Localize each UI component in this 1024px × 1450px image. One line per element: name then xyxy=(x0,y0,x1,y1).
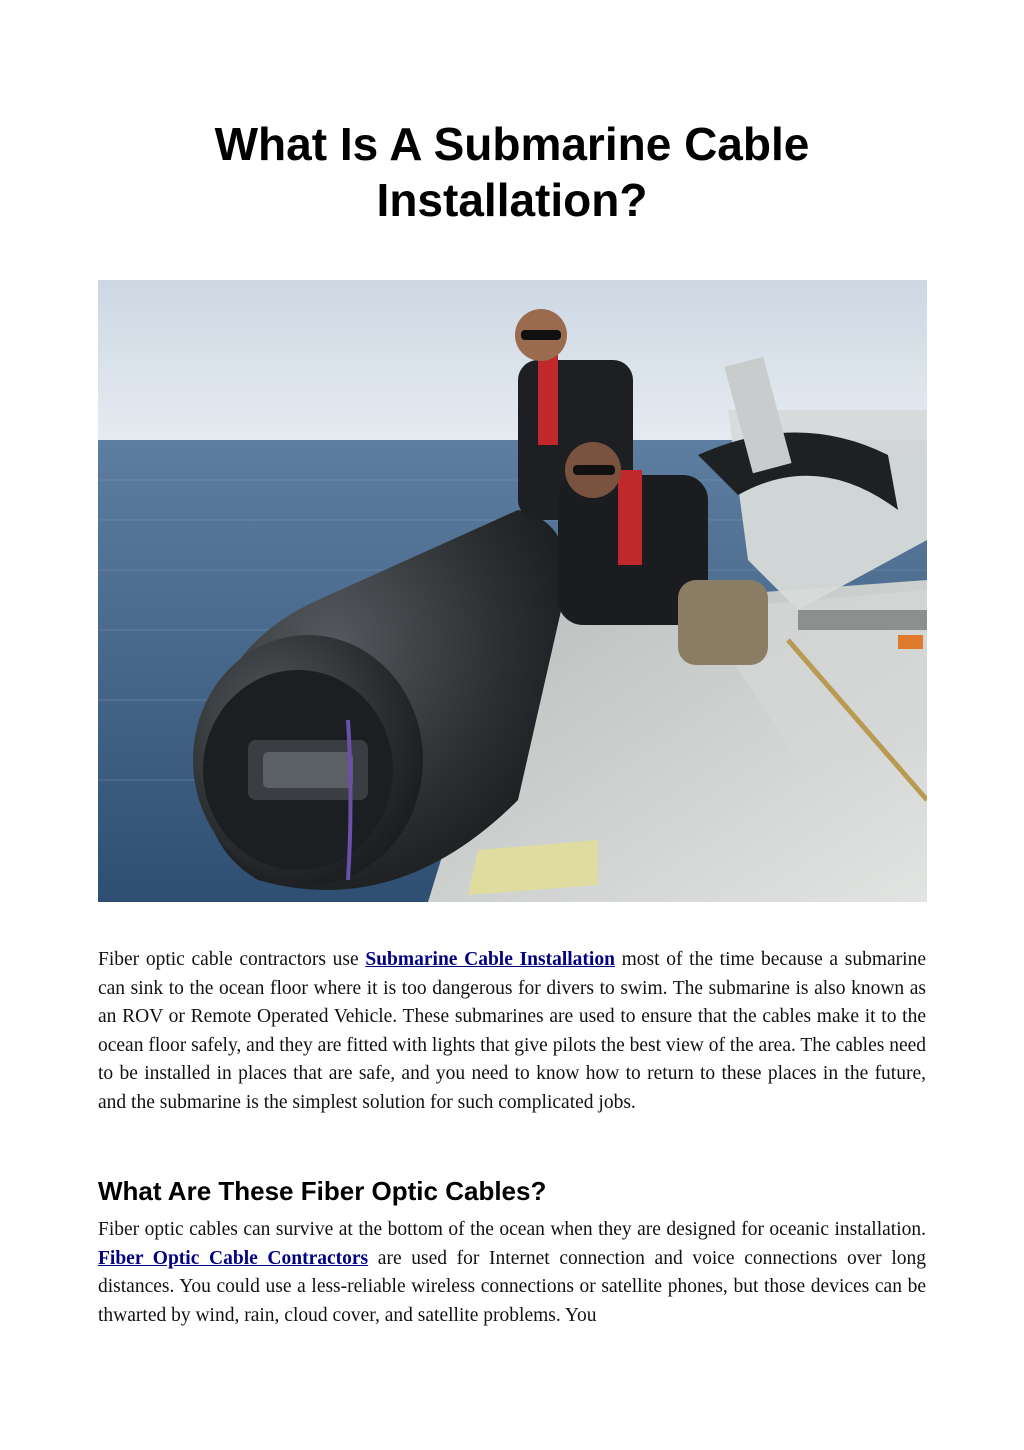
section-heading: What Are These Fiber Optic Cables? xyxy=(98,1176,547,1206)
intro-text-end: most of the time because a submarine can sink to the ocean floor where it is too dangerous for divers to swim. The submarine is also known as an ROV or Remote Operated Vehicle. These submarines are used to ensure that the cables make it to the ocean floor safely, and they are fitted with lights that give pilots the best view of the area. The cables need to be installed in places that are safe, and you need to know how to return to these places in the future, and the submarine is the simplest solution for such complicated jobs. xyxy=(98,949,926,1113)
intro-text-start: Fiber optic cable contractors use xyxy=(98,949,366,970)
section-paragraph xyxy=(98,1216,926,1330)
section-text-end: are used for Internet connection and voice connections over long distances. You could use a less-reliable wireless connections or satellite phones, but those devices can be thwarted by wind, rain, cloud cover, and satellite problems. You xyxy=(98,1247,927,1326)
intro-paragraph xyxy=(98,946,926,1118)
section-text-start: Fiber optic cables can survive at the bottom of the ocean when they are designed for oceanic installation. xyxy=(98,1219,926,1240)
submarine-cable-installation-link[interactable]: Submarine Cable Installation xyxy=(365,949,615,970)
submarine-photo xyxy=(98,280,927,902)
fiber-optic-cable-contractors-link[interactable]: Fiber Optic Cable Contractors xyxy=(98,1247,369,1269)
page-title: What Is A Submarine Cable Installation? xyxy=(214,118,810,226)
